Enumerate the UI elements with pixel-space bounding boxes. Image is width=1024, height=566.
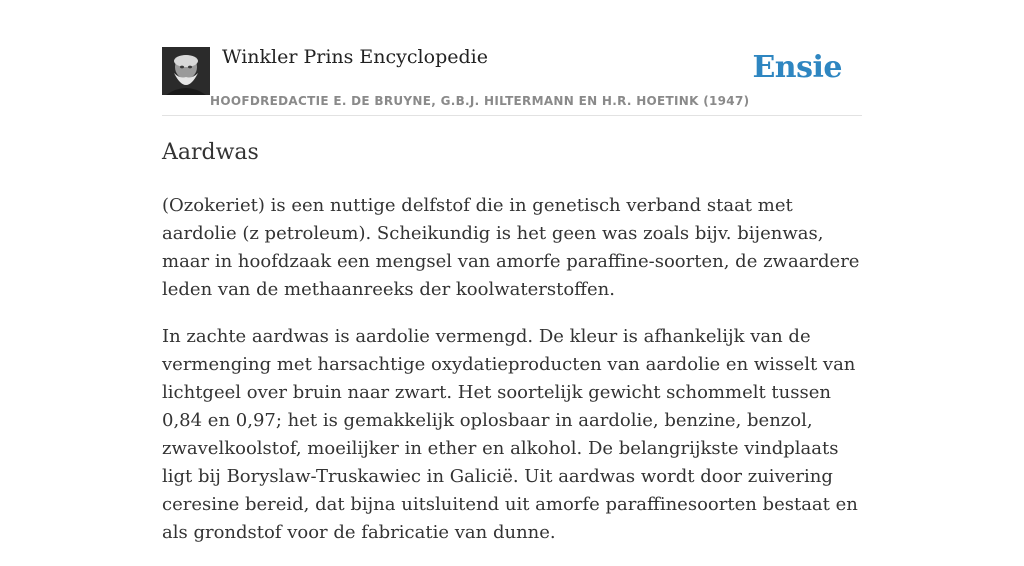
source-title[interactable]: Winkler Prins Encyclopedie xyxy=(222,46,488,68)
article-paragraph: In zachte aardwas is aardolie vermengd. De kleur is afhankelijk van de vermenging met harsachtige oxydatieproducten van aardolie en wisselt van lichtgeel over bruin naar zwart. Het soortelijk gewicht schommelt tussen 0,84 en 0,97; het is gemakkelijk oplosbaar in aardolie, benzine, benzol, zwavelkoolstof, moeilijker in ether en alkohol. De belangrijkste vindplaats ligt bij Boryslaw-Truskawiec in Galicië. Uit aardwas wordt door zuivering ceresine bereid, dat bijna uitsluitend uit amorfe paraffinesoorten bestaat en als grondstof voor de fabricatie van dunne. xyxy=(162,326,858,543)
brand-logo-link[interactable]: Ensie xyxy=(752,50,842,85)
bearded-man-portrait-icon xyxy=(162,47,210,95)
author-avatar xyxy=(162,47,210,95)
article-paragraph: (Ozokeriet) is een nuttige delfstof die in genetisch verband staat met aardolie (z petroleum). Scheikundig is het geen was zoals bijv. bijenwas, maar in hoofdzaak een mengsel van amorfe paraffine-soorten, de zwaardere leden van de methaanreeks der koolwaterstoffen. xyxy=(162,195,860,300)
article-body xyxy=(162,192,862,566)
article-title: Aardwas xyxy=(162,140,259,165)
source-header xyxy=(162,40,862,116)
source-editors: HOOFDREDACTIE E. DE BRUYNE, G.B.J. HILTERMANN EN H.R. HOETINK (1947) xyxy=(210,94,750,108)
